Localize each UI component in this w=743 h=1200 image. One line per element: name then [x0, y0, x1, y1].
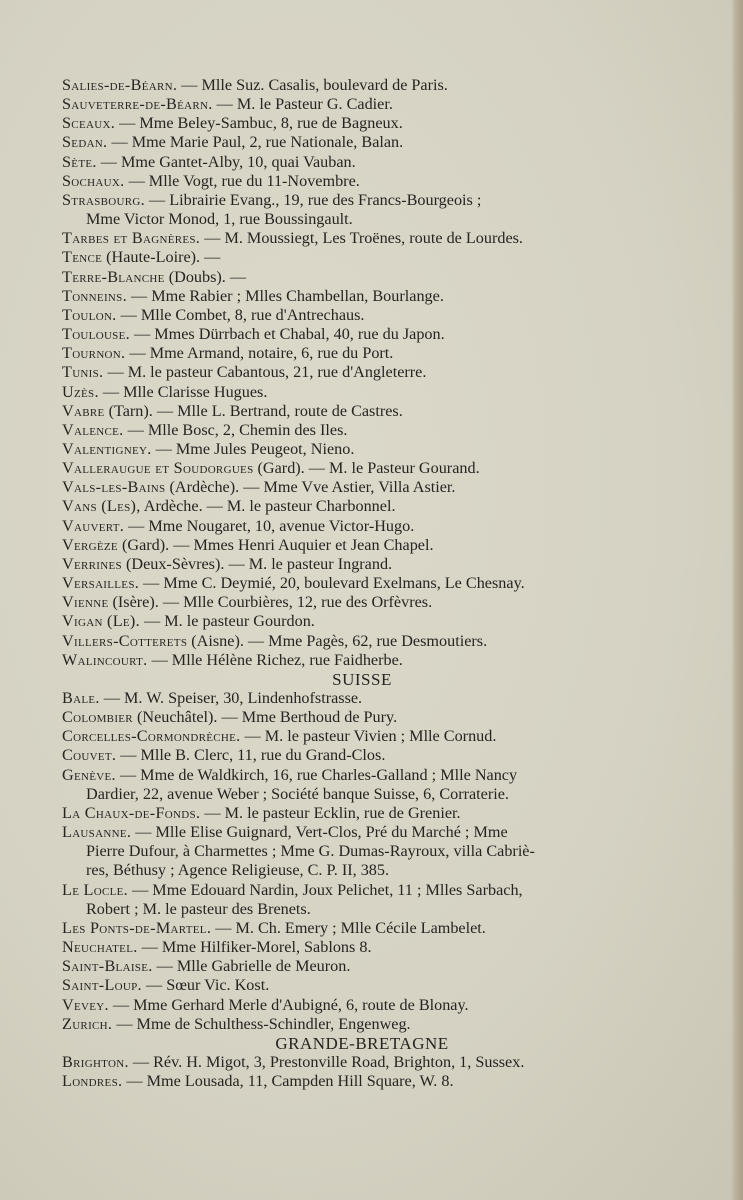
- place-name: Toulon.: [62, 305, 117, 324]
- address-entry: [62, 325, 662, 344]
- place-name: Salies-de-Béarn.: [62, 76, 178, 94]
- entry-text: — Mlle Suz. Casalis, boulevard de Paris.: [177, 76, 448, 94]
- entry-text: (Gard). — M. le Pasteur Gourand.: [253, 459, 480, 478]
- entry-text: — M. Moussiegt, Les Troënes, route de Lourdes.: [200, 229, 523, 248]
- place-name: Tarbes et Bagnères.: [62, 229, 201, 248]
- address-entry: [62, 746, 662, 765]
- place-name: Vals-les-Bains: [62, 478, 166, 497]
- address-entry: [62, 996, 662, 1015]
- entry-text: — Mlle Gabrielle de Meuron.: [152, 957, 351, 976]
- address-entry: [62, 1072, 662, 1091]
- address-entry: [62, 248, 662, 267]
- place-name: Walincourt.: [62, 650, 148, 669]
- place-name: Genève.: [62, 765, 116, 784]
- place-name: Neuchatel.: [62, 938, 138, 957]
- entry-text: (Doubs). —: [164, 267, 247, 286]
- address-entry: [62, 976, 662, 995]
- place-name: Valence.: [62, 420, 124, 439]
- place-name: La Chaux-de-Fonds.: [62, 803, 201, 822]
- entry-text: — Mme Beley-Sambuc, 8, rue de Bagneux.: [115, 114, 403, 133]
- entry-text: — Mme Hilfiker-Morel, Sablons 8.: [137, 938, 372, 957]
- entry-text: — Sœur Vic. Kost.: [141, 976, 270, 995]
- place-name: Strasbourg.: [62, 190, 145, 209]
- address-entry: [62, 440, 662, 459]
- entry-text: Robert ; M. le pasteur des Brenets.: [86, 899, 311, 918]
- place-name: Bale.: [62, 689, 100, 707]
- place-name: Vauvert.: [62, 516, 125, 535]
- place-name: Saint-Loup.: [62, 976, 142, 995]
- entry-text: — Mme Gantet-Alby, 10, quai Vauban.: [96, 152, 356, 171]
- address-entry: [62, 593, 662, 612]
- address-entry: [62, 555, 662, 574]
- entry-text: (Neuchâtel). — Mme Berthoud de Pury.: [132, 708, 398, 727]
- entry-text: — Librairie Evang., 19, rue des Francs-Bourgeois ;: [144, 190, 482, 209]
- entry-text: — Mlle Combet, 8, rue d'Antrechaus.: [116, 305, 365, 324]
- address-entry: [62, 268, 662, 287]
- entry-text: (Haute-Loire). —: [102, 248, 221, 267]
- place-name: Villers-Cotterets: [62, 631, 188, 650]
- address-entry: [62, 287, 662, 306]
- entry-text: — Mlle Elise Guignard, Vert-Clos, Pré du Marché ; Mme: [131, 823, 508, 842]
- place-name: Toulouse.: [62, 325, 130, 344]
- place-name: Tence: [62, 248, 103, 267]
- place-name: Tunis.: [62, 363, 104, 382]
- place-name: Londres.: [62, 1072, 123, 1091]
- place-name: Zurich.: [62, 1014, 113, 1033]
- entry-text: — Mme de Waldkirch, 16, rue Charles-Galland ; Mlle Nancy: [115, 765, 518, 784]
- entry-text: — M. le pasteur Cabantous, 21, rue d'Angleterre.: [103, 363, 427, 382]
- entry-text: — Mme Edouard Nardin, Joux Pelichet, 11 ; Mlles Sarbach,: [128, 880, 523, 899]
- place-name: Sceaux.: [62, 114, 116, 133]
- address-entry: [62, 459, 662, 478]
- address-entry: [62, 536, 662, 555]
- entry-text: — Mlle Bosc, 2, Chemin des Iles.: [123, 420, 348, 439]
- address-entry: [62, 191, 662, 229]
- address-entry: [62, 497, 662, 516]
- place-name: Valentigney.: [62, 439, 152, 458]
- entry-text: — M. le pasteur Gourdon.: [139, 612, 315, 631]
- place-name: Sochaux.: [62, 171, 125, 190]
- entry-text: (Tarn). — Mlle L. Bertrand, route de Castres.: [104, 401, 403, 420]
- address-entry: [62, 1015, 662, 1034]
- entry-text: — Mlle Vogt, rue du 11-Novembre.: [124, 171, 360, 190]
- place-name: Versailles.: [62, 574, 140, 593]
- entry-text: res, Béthusy ; Agence Religieuse, C. P. II, 385.: [86, 861, 390, 880]
- section-heading: SUISSE: [332, 669, 392, 689]
- entry-text: — Mlle Clarisse Hugues.: [98, 382, 268, 401]
- address-entry: [62, 344, 662, 363]
- address-entry: [62, 114, 662, 133]
- place-name: Tournon.: [62, 344, 126, 363]
- address-entry: [62, 651, 662, 670]
- place-name: Vienne: [62, 593, 109, 612]
- entry-text: (Ardèche). — Mme Vve Astier, Villa Astier.: [165, 478, 456, 497]
- entry-text: — Mme Nougaret, 10, avenue Victor-Hugo.: [124, 516, 415, 535]
- place-name: Colombier: [62, 708, 133, 727]
- entry-text: — M. le pasteur Ecklin, rue de Grenier.: [200, 803, 461, 822]
- place-name: Le Locle.: [62, 880, 129, 899]
- place-name: Vevey.: [62, 995, 109, 1014]
- address-entry: [62, 632, 662, 651]
- address-entry: [62, 823, 662, 880]
- place-name: Vigan (Le).: [62, 612, 140, 631]
- address-entry: [62, 229, 662, 248]
- entry-text: — Mme Rabier ; Mlles Chambellan, Bourlange.: [126, 286, 444, 305]
- address-entry: [62, 938, 662, 957]
- place-name: Valleraugue et Soudorgues: [62, 459, 254, 478]
- address-entry: [62, 612, 662, 631]
- address-entry: [62, 172, 662, 191]
- entry-text: — Mme Lousada, 11, Campden Hill Square, W. 8.: [122, 1072, 454, 1091]
- address-entry: [62, 919, 662, 938]
- place-name: Uzès.: [62, 382, 99, 401]
- entry-text: (Deux-Sèvres). — M. le pasteur Ingrand.: [121, 554, 393, 573]
- place-name: Les Ponts-de-Martel.: [62, 918, 212, 937]
- address-entry: [62, 517, 662, 536]
- address-entry: [62, 306, 662, 325]
- place-name: Sauveterre-de-Béarn.: [62, 95, 213, 114]
- entry-text: — M. W. Speiser, 30, Lindenhofstrasse.: [99, 689, 363, 707]
- place-name: Tonneins.: [62, 286, 127, 305]
- entry-text: — Mme de Schulthess-Schindler, Engenweg.: [112, 1014, 411, 1033]
- address-entry: [62, 153, 662, 172]
- page-edge: [731, 0, 743, 1200]
- place-name: Vans (Les),: [62, 497, 141, 516]
- section-heading: GRANDE-BRETAGNE: [275, 1033, 449, 1053]
- place-name: Brighton.: [62, 1052, 129, 1071]
- address-entry: [62, 421, 662, 440]
- address-entry: [62, 689, 662, 708]
- entry-text: — Mlle B. Clerc, 11, rue du Grand-Clos.: [116, 746, 386, 765]
- address-entry: [62, 383, 662, 402]
- entry-text: — Mmes Dürrbach et Chabal, 40, rue du Japon.: [129, 325, 445, 344]
- place-name: Corcelles-Cormondrèche.: [62, 727, 241, 746]
- entry-text: (Aisne). — Mme Pagès, 62, rue Desmoutiers.: [187, 631, 488, 650]
- address-entry: [62, 708, 662, 727]
- place-name: Saint-Blaise.: [62, 957, 153, 976]
- address-entry: [62, 133, 662, 152]
- place-name: Vergèze: [62, 535, 118, 554]
- entry-text: Mme Victor Monod, 1, rue Boussingault.: [86, 210, 353, 229]
- entry-text: — Rév. H. Migot, 3, Prestonville Road, Brighton, 1, Sussex.: [128, 1052, 525, 1071]
- address-entry: [62, 957, 662, 976]
- entry-text: — Mme Jules Peugeot, Nieno.: [151, 439, 355, 458]
- place-name: Lausanne.: [62, 823, 132, 842]
- address-entry: [62, 804, 662, 823]
- address-entry: [62, 76, 662, 95]
- address-entry: [62, 363, 662, 382]
- entry-text: Pierre Dufour, à Charmettes ; Mme G. Dumas-Rayroux, villa Cabriè-: [86, 842, 535, 861]
- place-name: Terre-Blanche: [62, 267, 165, 286]
- entry-text: — Mlle Hélène Richez, rue Faidherbe.: [147, 650, 403, 669]
- place-name: Sedan.: [62, 133, 108, 152]
- address-entry: [62, 1053, 662, 1072]
- entry-text: — M. le pasteur Vivien ; Mlle Cornud.: [240, 727, 497, 746]
- entry-text: — Mme Armand, notaire, 6, rue du Port.: [125, 344, 394, 363]
- address-entry: [62, 95, 662, 114]
- entry-text: — M. le Pasteur G. Cadier.: [212, 95, 393, 114]
- entry-text: — Mme C. Deymié, 20, boulevard Exelmans, Le Chesnay.: [139, 574, 525, 593]
- address-entry: [62, 478, 662, 497]
- address-entry: [62, 574, 662, 593]
- entry-text: (Isère). — Mlle Courbières, 12, rue des Orfèvres.: [108, 593, 433, 612]
- place-name: Sète.: [62, 152, 97, 171]
- entry-text: — Mme Gerhard Merle d'Aubigné, 6, route de Blonay.: [108, 995, 469, 1014]
- entry-text: — Mme Marie Paul, 2, rue Nationale, Balan.: [107, 133, 404, 152]
- place-name: Vabre: [62, 401, 105, 420]
- address-entry: [62, 881, 662, 919]
- entry-text: — M. Ch. Emery ; Mlle Cécile Lambelet.: [211, 918, 486, 937]
- entry-text: (Gard). — Mmes Henri Auquier et Jean Chapel.: [117, 535, 434, 554]
- place-name: Couvet.: [62, 746, 117, 765]
- address-entry: [62, 402, 662, 421]
- entry-text: Ardèche. — M. le pasteur Charbonnel.: [140, 497, 396, 516]
- address-entry: [62, 766, 662, 804]
- address-list: [62, 76, 662, 1091]
- entry-text: Dardier, 22, avenue Weber ; Société banque Suisse, 6, Corraterie.: [86, 784, 509, 803]
- place-name: Verrines: [62, 554, 122, 573]
- address-entry: [62, 727, 662, 746]
